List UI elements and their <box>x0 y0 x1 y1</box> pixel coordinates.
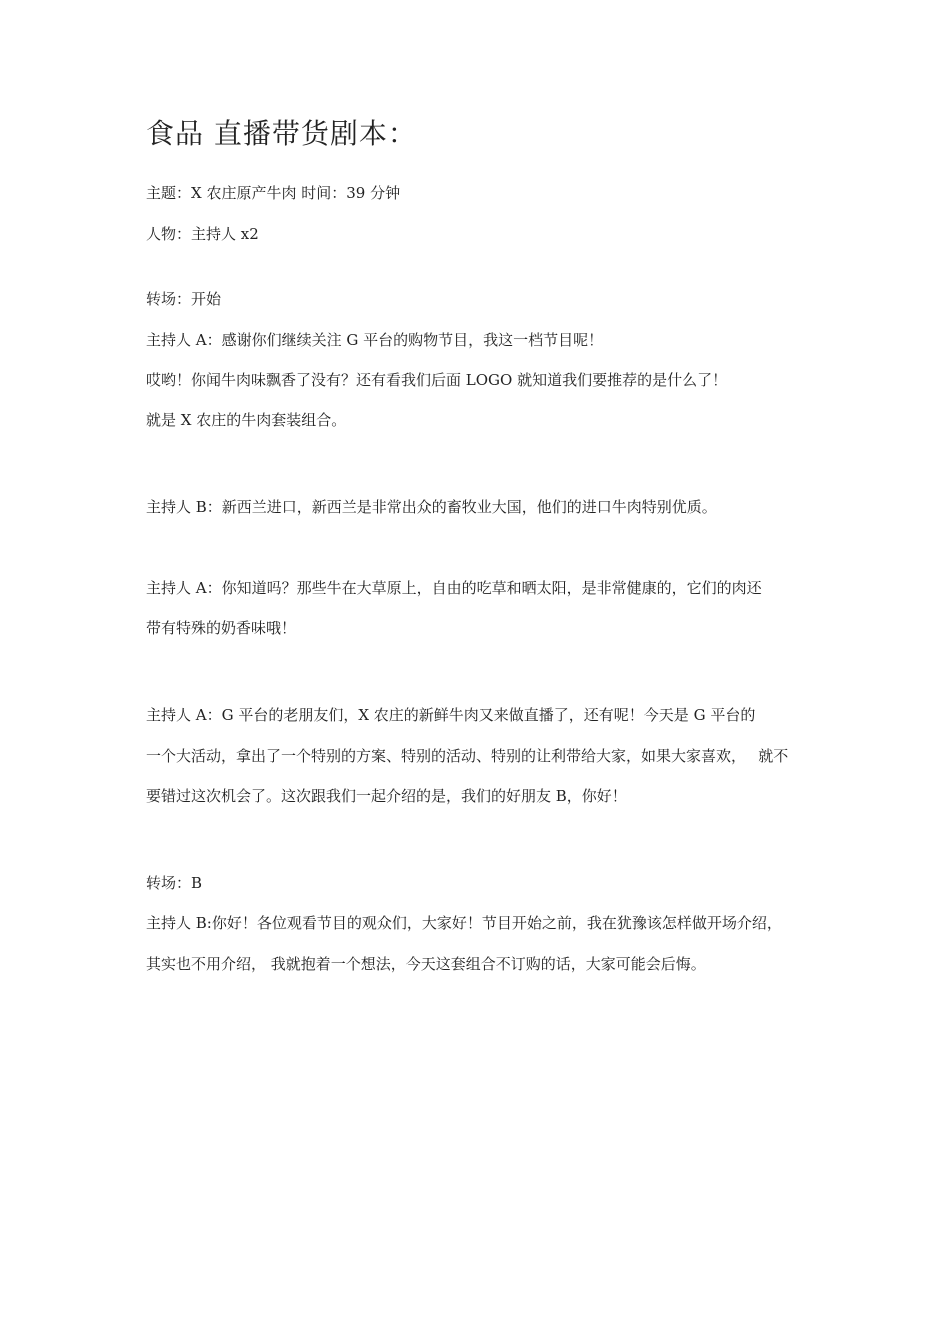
host-a-line-2: 哎哟！你闻牛肉味飘香了没有？还有看我们后面 LOGO 就知道我们要推荐的是什么了！ <box>146 371 728 389</box>
host-b-line: 主持人 B：新西兰进口，新西兰是非常出众的畜牧业大国，他们的进口牛肉特别优质。 <box>146 498 717 516</box>
host-a-paragraph-2-line-2: 带有特殊的奶香味哦！ <box>146 619 297 637</box>
host-a-line-3: 就是 X 农庄的牛肉套装组合。 <box>146 411 347 429</box>
host-a-line-1: 主持人 A：感谢你们继续关注 G 平台的购物节目，我这一档节目呢！ <box>146 331 604 349</box>
host-a-paragraph-3-line-3: 要错过这次机会了。这次跟我们一起介绍的是，我们的好朋友 B，你好！ <box>146 787 627 805</box>
transition-b: 转场：B <box>146 874 203 892</box>
host-a-paragraph-2-line-1: 主持人 A：你知道吗？那些牛在大草原上，自由的吃草和晒太阳，是非常健康的，它们的肉还 <box>146 579 762 597</box>
host-b-paragraph-2-line-2: 其实也不用介绍， 我就抱着一个想法，今天这套组合不订购的话，大家可能会后悔。 <box>146 955 706 973</box>
theme-line: 主题：X 农庄原产牛肉 时间：39 分钟 <box>146 184 401 202</box>
cast-line: 人物：主持人 x2 <box>146 225 259 243</box>
transition-start: 转场：开始 <box>146 290 222 308</box>
host-a-paragraph-3-line-2: 一个大活动，拿出了一个特别的方案、特别的活动、特别的让利带给大家，如果大家喜欢， 就不 <box>146 747 789 765</box>
host-a-paragraph-3-line-1: 主持人 A：G 平台的老朋友们，X 农庄的新鲜牛肉又来做直播了，还有呢！今天是 G 平台的 <box>146 706 756 724</box>
document-title: 食品 直播带货剧本： <box>146 117 417 150</box>
host-b-paragraph-2-line-1: 主持人 B:你好！各位观看节目的观众们，大家好！节目开始之前，我在犹豫该怎样做开场介绍， <box>146 914 782 932</box>
